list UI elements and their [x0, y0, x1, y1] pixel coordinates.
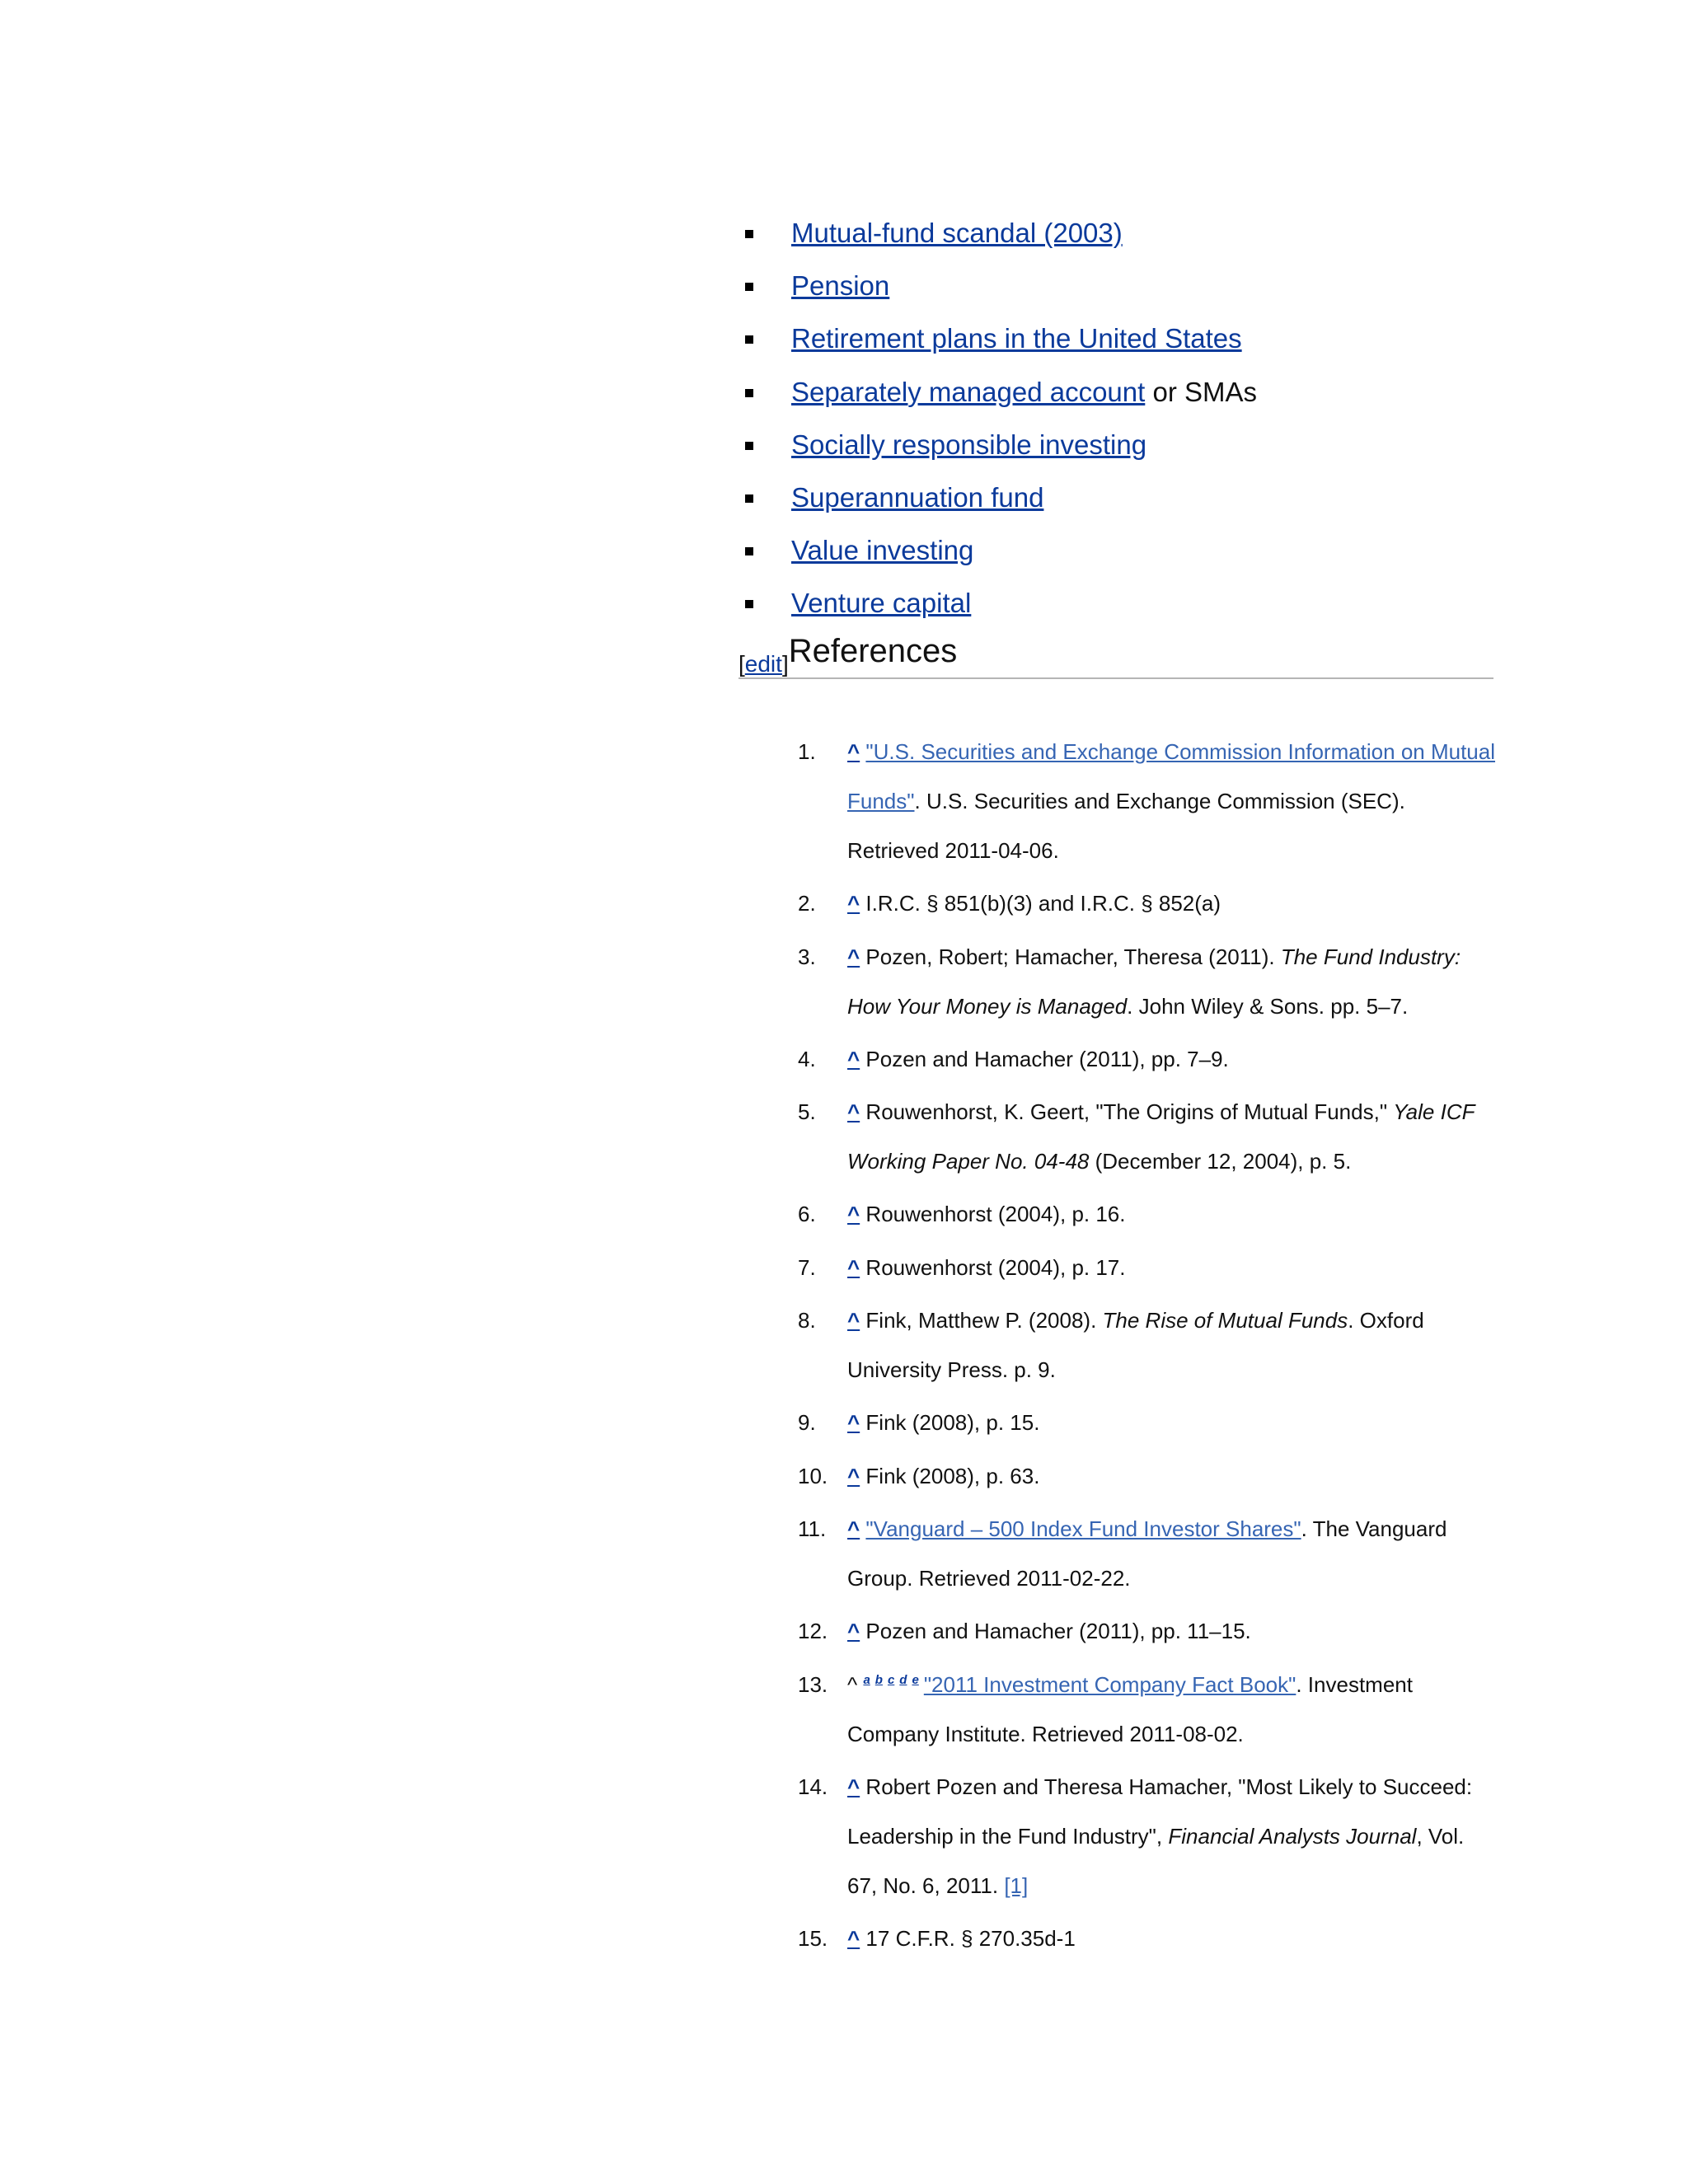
reference-number: 12.: [798, 1619, 828, 1644]
edit-bracket-close: ]: [781, 651, 789, 677]
list-item: [738, 370, 1257, 423]
backref-caret: ^: [847, 1671, 858, 1697]
reference-text: . Investment Company Institute. Retrieved 2011-08-02.: [847, 1671, 1413, 1746]
list-item: [738, 423, 1257, 476]
backref-caret-link[interactable]: ^: [847, 1410, 860, 1436]
backref-letter-link[interactable]: e: [912, 1672, 919, 1687]
reference-title-link[interactable]: "2011 Investment Company Fact Book": [923, 1671, 1296, 1697]
see-also-link[interactable]: Mutual-fund scandal (2003): [791, 218, 1123, 248]
reference-work-title: The Rise of Mutual Funds: [1102, 1308, 1348, 1333]
edit-bracket-open: [: [738, 651, 745, 677]
backref-letter-link[interactable]: d: [899, 1672, 907, 1687]
reference-item: [798, 1243, 1495, 1292]
reference-text: . Oxford University Press. p. 9.: [847, 1308, 1424, 1383]
list-item: [738, 528, 1257, 581]
list-item: [738, 476, 1257, 528]
reference-text: Fink, Matthew P. (2008).: [865, 1308, 1103, 1333]
backref-caret-link[interactable]: ^: [847, 1516, 860, 1541]
backref-letter-link[interactable]: b: [874, 1672, 883, 1687]
reference-text: (December 12, 2004), p. 5.: [1089, 1149, 1352, 1174]
backref-caret-link[interactable]: ^: [847, 1463, 860, 1488]
backref-caret-link[interactable]: ^: [847, 891, 860, 916]
bullet-icon: [745, 600, 753, 608]
backref-caret-link[interactable]: ^: [847, 1926, 860, 1952]
reference-number: 4.: [798, 1046, 816, 1071]
reference-work-title: Yale ICF Working Paper No. 04-48: [847, 1099, 1475, 1174]
reference-item: [798, 1034, 1495, 1084]
reference-item: [798, 1398, 1495, 1447]
backref-caret-link[interactable]: ^: [847, 944, 860, 969]
reference-number: 6.: [798, 1202, 816, 1227]
reference-number: 3.: [798, 944, 816, 969]
bullet-icon: [745, 335, 753, 344]
see-also-link[interactable]: Value investing: [791, 535, 974, 566]
bullet-icon: [745, 283, 753, 291]
backref-letter-link[interactable]: a: [863, 1672, 870, 1687]
reference-item: [798, 1660, 1495, 1759]
reference-text: Pozen and Hamacher (2011), pp. 7–9.: [865, 1046, 1229, 1071]
reference-item: [798, 1189, 1495, 1239]
reference-work-title: The Fund Industry: How Your Money is Managed: [847, 944, 1461, 1019]
see-also-link[interactable]: Venture capital: [791, 588, 972, 619]
edit-link[interactable]: edit: [744, 651, 782, 677]
reference-text: 17 C.F.R. § 270.35d-1: [865, 1926, 1076, 1952]
edit-section: [738, 651, 789, 677]
backref-caret-link[interactable]: ^: [847, 739, 860, 764]
reference-text: Rouwenhorst, K. Geert, "The Origins of Mutual Funds,": [865, 1099, 1394, 1125]
reference-item: [798, 879, 1495, 928]
reference-number: 5.: [798, 1099, 816, 1125]
backref-letter-link[interactable]: c: [887, 1672, 895, 1687]
reference-text: Rouwenhorst (2004), p. 17.: [865, 1254, 1126, 1280]
see-also-link[interactable]: Retirement plans in the United States: [791, 323, 1242, 354]
bullet-icon: [745, 389, 753, 397]
backref-caret-link[interactable]: ^: [847, 1774, 860, 1799]
backref-letters: [863, 1673, 923, 1687]
reference-number: 7.: [798, 1254, 816, 1280]
reference-item: [798, 1504, 1495, 1603]
reference-number: 14.: [798, 1774, 828, 1799]
see-also-list: [738, 211, 1257, 635]
reference-text: , Vol. 67, No. 6, 2011.: [847, 1823, 1465, 1898]
backref-caret-link[interactable]: ^: [847, 1254, 860, 1280]
reference-item: [798, 1087, 1495, 1186]
list-item: [738, 316, 1257, 369]
reference-title-link[interactable]: "Vanguard – 500 Index Fund Investor Shares": [865, 1516, 1301, 1541]
bullet-icon: [745, 230, 753, 238]
reference-item: [798, 932, 1495, 1031]
external-link[interactable]: [1]: [1004, 1872, 1029, 1898]
reference-item: [798, 1762, 1495, 1910]
see-also-link[interactable]: Superannuation fund: [791, 481, 1044, 513]
reference-text: I.R.C. § 851(b)(3) and I.R.C. § 852(a): [865, 891, 1221, 916]
reference-number: 8.: [798, 1308, 816, 1333]
bullet-icon: [745, 494, 753, 503]
reference-number: 2.: [798, 891, 816, 916]
reference-text: Pozen, Robert; Hamacher, Theresa (2011).: [865, 944, 1281, 969]
reference-title-link[interactable]: "U.S. Securities and Exchange Commission Information on Mutual Funds": [847, 739, 1496, 813]
see-also-suffix: or SMAs: [1145, 376, 1257, 407]
reference-number: 15.: [798, 1926, 828, 1952]
backref-caret-link[interactable]: ^: [847, 1619, 860, 1644]
reference-item: [798, 1296, 1495, 1394]
list-item: [738, 264, 1257, 316]
reference-text: Fink (2008), p. 15.: [865, 1410, 1040, 1436]
reference-text: Rouwenhorst (2004), p. 16.: [865, 1202, 1126, 1227]
backref-caret-link[interactable]: ^: [847, 1308, 860, 1333]
reference-number: 10.: [798, 1463, 828, 1488]
reference-number: 1.: [798, 739, 816, 764]
see-also-link[interactable]: Separately managed account: [791, 376, 1146, 407]
reference-number: 11.: [798, 1516, 827, 1541]
reference-text: Fink (2008), p. 63.: [865, 1463, 1040, 1488]
see-also-link[interactable]: Pension: [791, 270, 890, 302]
list-item: [738, 211, 1257, 264]
reference-item: [798, 1606, 1495, 1656]
list-item: [738, 581, 1257, 634]
section-title: References: [788, 633, 958, 669]
reference-text: . John Wiley & Sons. pp. 5–7.: [1127, 993, 1409, 1019]
reference-work-title: Financial Analysts Journal: [1168, 1823, 1417, 1849]
reference-text: . U.S. Securities and Exchange Commission (SEC). Retrieved 2011-04-06.: [847, 789, 1405, 863]
reference-text: Robert Pozen and Theresa Hamacher, "Most Likely to Succeed: Leadership in the Fund Industry",: [847, 1774, 1473, 1849]
reference-number: 13.: [798, 1671, 828, 1697]
reference-item: [798, 727, 1495, 875]
backref-caret-link[interactable]: ^: [847, 1046, 860, 1071]
references-heading: [738, 633, 1493, 679]
backref-caret-link[interactable]: ^: [847, 1099, 860, 1125]
reference-item: [798, 1451, 1495, 1501]
reference-text: Pozen and Hamacher (2011), pp. 11–15.: [865, 1619, 1251, 1644]
references-list: [798, 727, 1495, 1966]
reference-number: 9.: [798, 1410, 816, 1436]
bullet-icon: [745, 547, 753, 555]
backref-caret-link[interactable]: ^: [847, 1202, 860, 1227]
reference-text: . The Vanguard Group. Retrieved 2011-02-22.: [847, 1516, 1447, 1591]
see-also-link[interactable]: Socially responsible investing: [791, 429, 1147, 460]
reference-item: [798, 1914, 1495, 1963]
bullet-icon: [745, 442, 753, 450]
